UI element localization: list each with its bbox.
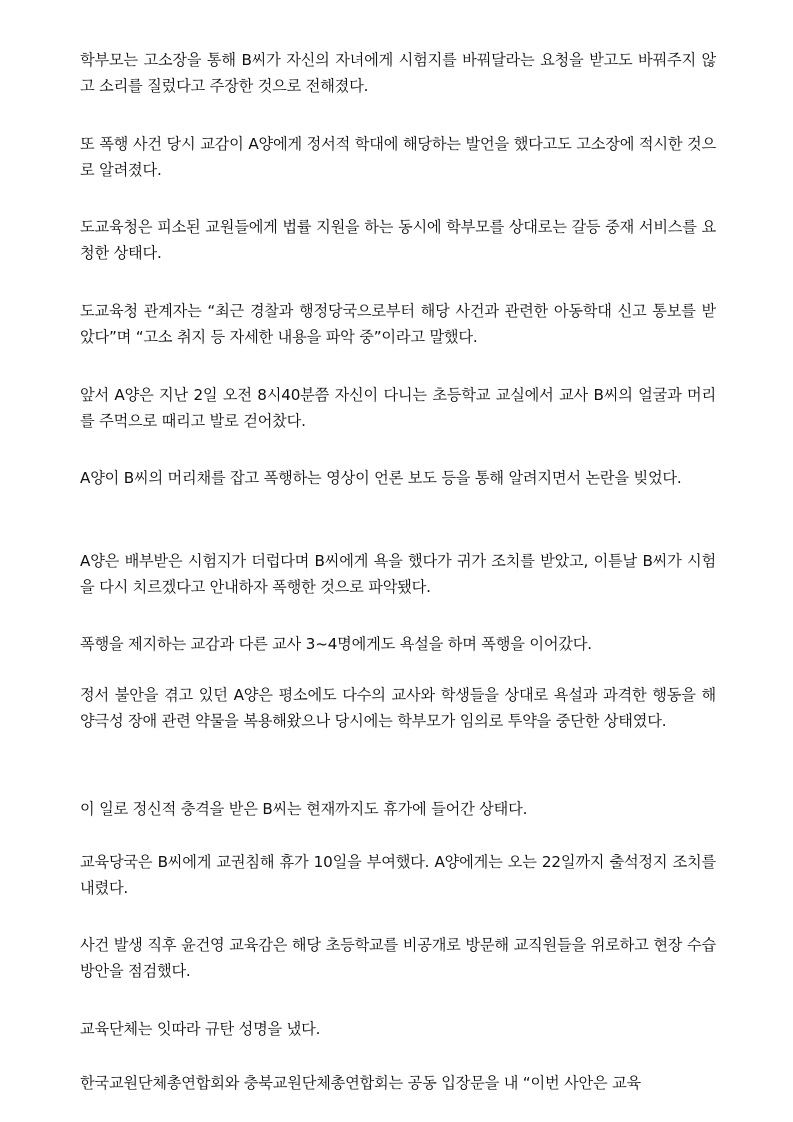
paragraph-13: 교육단체는 잇따라 규탄 성명을 냈다. bbox=[80, 1020, 321, 1038]
paragraph-3: 도교육청은 피소된 교원들에게 법률 지원을 하는 동시에 학부모를 상대로는 갈등 중재 서비스를 요청한 상태다. bbox=[80, 218, 716, 262]
paragraph-8: 폭행을 제지하는 교감과 다른 교사 3~4명에게도 욕설을 하며 폭행을 이어갔다. bbox=[80, 635, 592, 653]
paragraph-1: 학부모는 고소장을 통해 B씨가 자신의 자녀에게 시험지를 바꿔달라는 요청을 받고도 바꿔주지 않고 소리를 질렀다고 주장한 것으로 전해졌다. bbox=[80, 51, 716, 95]
paragraph-11: 교육당국은 B씨에게 교권침해 휴가 10일을 부여했다. A양에게는 오는 22일까지 출석정지 조치를 내렸다. bbox=[80, 853, 716, 897]
paragraph-7: A양은 배부받은 시험지가 더럽다며 B씨에게 욕을 했다가 귀가 조치를 받았고, 이튿날 B씨가 시험을 다시 치르겠다고 안내하자 폭행한 것으로 파악됐다. bbox=[80, 552, 716, 596]
paragraph-10: 이 일로 정신적 충격을 받은 B씨는 현재까지도 휴가에 들어간 상태다. bbox=[80, 800, 528, 818]
paragraph-12: 사건 발생 직후 윤건영 교육감은 해당 초등학교를 비공개로 방문해 교직원들을 위로하고 현장 수습 방안을 점검했다. bbox=[80, 936, 716, 980]
paragraph-14: 한국교원단체총연합회와 충북교원단체총연합회는 공동 입장문을 내 “이번 사안은 교육 bbox=[80, 1074, 642, 1092]
paragraph-2: 또 폭행 사건 당시 교감이 A양에게 정서적 학대에 해당하는 발언을 했다고도 고소장에 적시한 것으로 알려졌다. bbox=[80, 135, 716, 179]
paragraph-4: 도교육청 관계자는 “최근 경찰과 행정당국으로부터 해당 사건과 관련한 아동학대 신고 통보를 받았다”며 “고소 취지 등 자세한 내용을 파악 중”이라고 말했다. bbox=[80, 302, 716, 346]
paragraph-6: A양이 B씨의 머리채를 잡고 폭행하는 영상이 언론 보도 등을 통해 알려지면서 논란을 빚었다. bbox=[80, 469, 682, 487]
paragraph-5: 앞서 A양은 지난 2일 오전 8시40분쯤 자신이 다니는 초등학교 교실에서 교사 B씨의 얼굴과 머리를 주먹으로 때리고 발로 걷어찼다. bbox=[80, 386, 716, 430]
paragraph-9: 정서 불안을 겪고 있던 A양은 평소에도 다수의 교사와 학생들을 상대로 욕설과 과격한 행동을 해 양극성 장애 관련 약물을 복용해왔으나 당시에는 학부모가 임의로 투약을 중단한 상태였다. bbox=[80, 686, 716, 730]
